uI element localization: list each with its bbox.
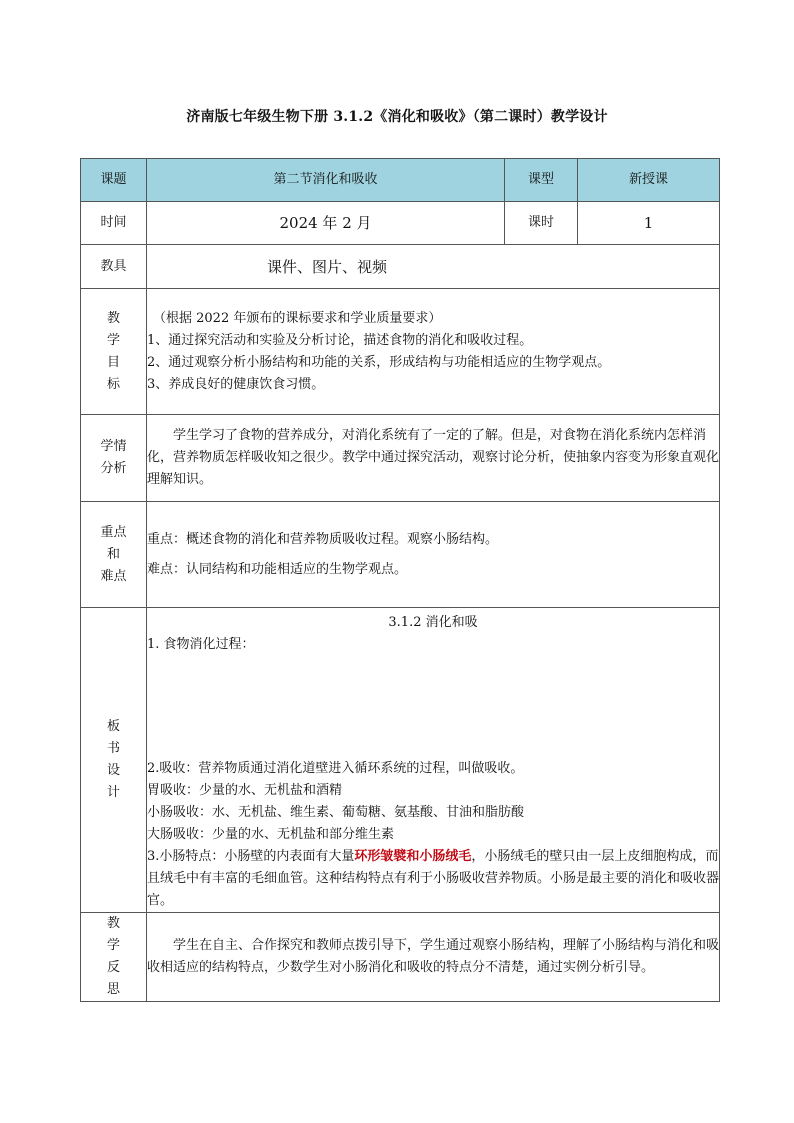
goals-content	[147, 289, 720, 415]
lesson-plan-table	[80, 158, 720, 1002]
board-stomach: 胃吸收：少量的水、无机盐和酒精	[147, 783, 343, 798]
tools-value: 课件、图片、视频	[147, 245, 720, 289]
analysis-label: 学情 分析	[81, 415, 147, 502]
key-point: 重点：概述食物的消化和营养物质吸收过程。观察小肠结构。	[147, 531, 499, 547]
board-digestion: 1. 食物消化过程：	[147, 637, 255, 652]
tools-label: 教具	[81, 245, 147, 289]
goals-row	[81, 289, 720, 415]
time-label: 时间	[81, 202, 147, 245]
document-title: 济南版七年级生物下册 3.1.2《消化和吸收》（第二课时）教学设计	[186, 109, 608, 125]
keypoints-label: 重点 和 难点	[81, 502, 147, 608]
board-large-intestine: 大肠吸收：少量的水、无机盐和部分维生素	[147, 827, 395, 842]
goal-1: 1、通过探究活动和实验及分析讨论，描述食物的消化和吸收过程。	[147, 332, 533, 348]
header-row	[81, 159, 720, 202]
hours-label: 课时	[505, 202, 578, 245]
board-features: 3.小肠特点：小肠壁的内表面有大量环形皱襞和小肠绒毛，小肠绒毛的壁只由一层上皮细胞构成，而且绒毛中有丰富的毛细血管。这种结构特点有利于小肠吸收营养物质。小肠是最主要的消化和吸收器官。	[147, 849, 720, 908]
board-label: 板 书 设 计	[81, 608, 147, 913]
reflection-label: 教 学 反 思	[81, 913, 147, 1002]
highlighted-structure: 环形皱襞和小肠绒毛	[354, 849, 472, 864]
time-value: 2024 年 2 月	[147, 202, 505, 245]
goals-label: 教 学 目 标	[81, 289, 147, 415]
board-absorption: 2.吸收：营养物质通过消化道壁进入循环系统的过程，叫做吸收。	[147, 761, 524, 776]
topic-value: 第二节消化和吸收	[147, 159, 505, 202]
keypoints-row	[81, 502, 720, 608]
analysis-text: 学生学习了食物的营养成分，对消化系统有了一定的了解。但是，对食物在消化系统内怎样消化，营养物质怎样吸收知之很少。教学中通过探究活动，观察讨论分析，使抽象内容变为形象直观化理解知识。	[147, 428, 720, 487]
goal-2: 2、通过观察分析小肠结构和功能的关系，形成结构与功能相适应的生物学观点。	[147, 354, 611, 370]
board-title: 3.1.2 消化和吸	[388, 615, 478, 630]
board-small-intestine: 小肠吸收：水、无机盐、维生素、葡萄糖、氨基酸、甘油和脂肪酸	[147, 805, 525, 820]
reflection-text: 学生在自主、合作探究和教师点拨引导下，学生通过观察小肠结构，理解了小肠结构与消化和吸收相适应的结构特点，少数学生对小肠消化和吸收的特点分不清楚，通过实例分析引导。	[147, 938, 720, 975]
board-row	[81, 608, 720, 913]
reflection-row	[81, 913, 720, 1002]
goal-3: 3、养成良好的健康饮食习惯。	[147, 376, 325, 392]
analysis-row	[81, 415, 720, 502]
hours-value: 1	[578, 202, 720, 245]
tools-row	[81, 245, 720, 289]
topic-label: 课题	[81, 159, 147, 202]
lesson-type-label: 课型	[505, 159, 578, 202]
difficult-point: 难点：认同结构和功能相适应的生物学观点。	[147, 561, 408, 577]
board-blank-area	[147, 656, 719, 758]
goals-note: （根据 2022 年颁布的课标要求和学业质量要求）	[153, 310, 442, 326]
lesson-type-value: 新授课	[578, 159, 720, 202]
time-row	[81, 202, 720, 245]
board-content	[147, 608, 720, 913]
